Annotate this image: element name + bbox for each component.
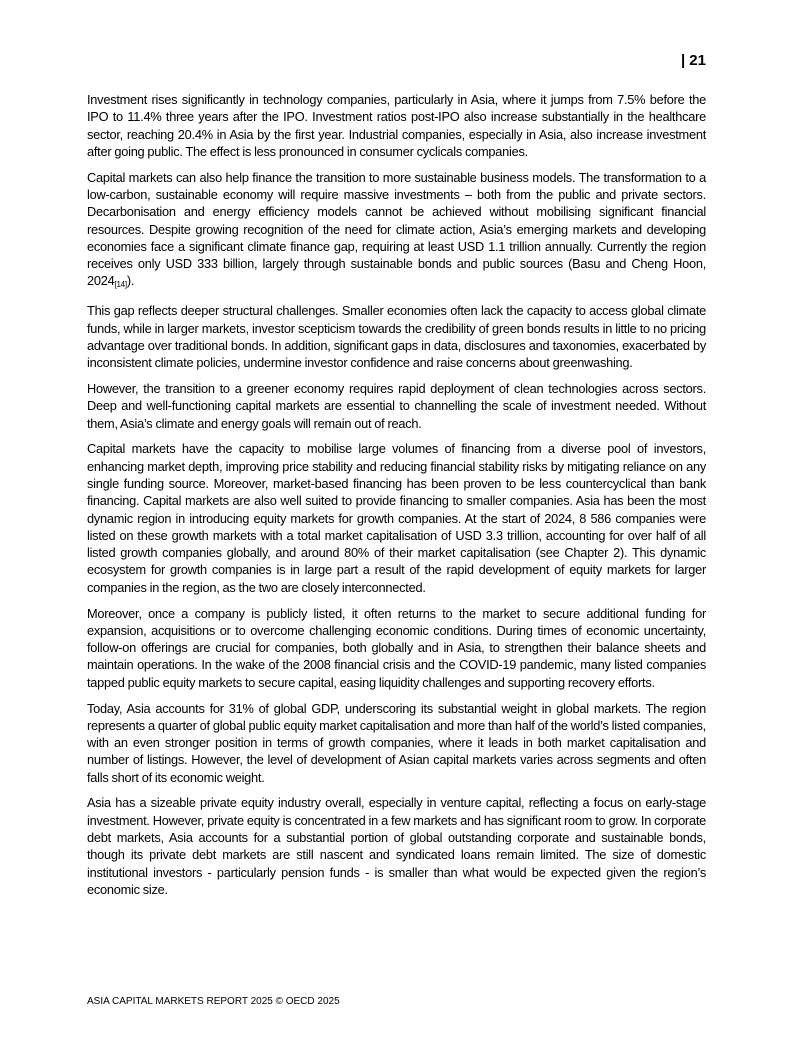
paragraph-end: ). [126, 273, 135, 289]
paragraph [87, 169, 706, 294]
citation-link[interactable]: [14] [114, 280, 127, 290]
page-number: | 21 [680, 52, 706, 69]
body-text [87, 91, 706, 907]
paragraph: Investment rises significantly in technology companies, particularly in Asia, where it jumps from 7.5% before the IPO to 11.4% three years after the IPO. Investment ratios post-IPO also increase substantially in the healthcare sector, reaching 20.4% in Asia by the first year. Industrial companies, especially in Asia, also increase investment after going public. The effect is less pronounced in consumer cyclicals companies. [87, 92, 706, 159]
paragraph: Moreover, once a company is publicly listed, it often returns to the market to secure additional funding for expansion, acquisitions or to overcome challenging economic conditions. During times of economic uncertainty, follow-on offerings are crucial for companies, both globally and in Asia, to strengthen their balance sheets and maintain operations. In the wake of the 2008 financial crisis and the COVID-19 pandemic, many listed companies tapped public equity markets to secure capital, easing liquidity challenges and supporting recovery efforts. [87, 605, 706, 690]
page-footer: ASIA CAPITAL MARKETS REPORT 2025 © OECD 2025 [87, 996, 340, 1007]
paragraph: Today, Asia accounts for 31% of global GDP, underscoring its substantial weight in global markets. The region represents a quarter of global public equity market capitalisation and more than half of the world’s listed companies, with an even stronger position in terms of growth companies, where it leads in both market capitalisation and number of listings. However, the level of development of Asian capital markets varies across segments and often falls short of its economic weight. [87, 700, 706, 785]
paragraph: Capital markets have the capacity to mobilise large volumes of financing from a diverse pool of investors, enhancing market depth, improving price stability and reducing financial stability risks by mitigating reliance on any single funding source. Moreover, market-based financing has been proven to be less countercyclical than bank financing. Capital markets are also well suited to provide financing to smaller companies. Asia has been the most dynamic region in introducing equity markets for growth companies. At the start of 2024, 8 586 companies were listed on these growth markets with a total market capitalisation of USD 3.3 trillion, accounting for over half of all listed growth companies globally, and around 80% of their market capitalisation (see Chapter 2). This dynamic ecosystem for growth companies is in large part a result of the rapid development of equity markets for larger companies in the region, as the two are closely interconnected. [87, 441, 706, 595]
paragraph: Asia has a sizeable private equity industry overall, especially in venture capital, reflecting a focus on early-stage investment. However, private equity is concentrated in a few markets and has significant room to grow. In corporate debt markets, Asia accounts for a substantial portion of global outstanding corporate and sustainable bonds, though its private debt markets are still nascent and syndicated loans remain limited. The size of domestic institutional investors - particularly pension funds - is smaller than what would be expected given the region’s economic size. [87, 795, 706, 897]
paragraph: However, the transition to a greener economy requires rapid deployment of clean technologies across sectors. Deep and well-functioning capital markets are essential to channelling the scale of investment needed. Without them, Asia’s climate and energy goals will remain out of reach. [87, 380, 706, 431]
paragraph-text: Capital markets can also help finance the transition to more sustainable business models. The transformation to a low-carbon, sustainable economy will require massive investments – both from the public and private sectors. Decarbonisation and energy efficiency models cannot be achieved without mobilising significant financial resources. Despite growing recognition of the need for climate action, Asia’s emerging markets and developing economies face a significant climate finance gap, requiring at least USD 1.1 trillion annually. Currently the region receives only USD 333 billion, largely through sustainable bonds and public sources (Basu and Cheng Hoon, 2024 [87, 169, 706, 289]
paragraph: This gap reflects deeper structural challenges. Smaller economies often lack the capacity to access global climate funds, while in larger markets, investor scepticism towards the credibility of green bonds results in little to no pricing advantage over traditional bonds. In addition, significant gaps in data, disclosures and taxonomies, exacerbated by inconsistent climate policies, undermine investor confidence and raise concerns about greenwashing. [87, 303, 706, 371]
